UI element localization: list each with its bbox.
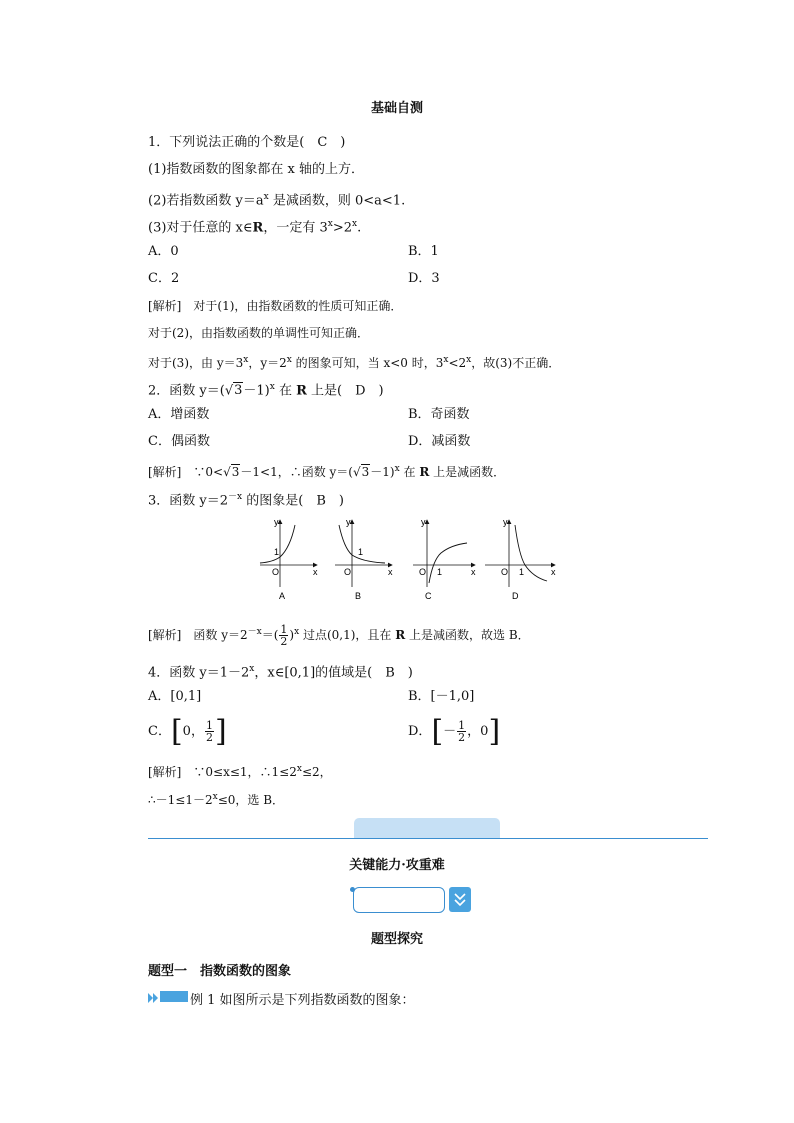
q4-option-c: C．[0， $\frac{1}{2}$ ] <box>148 713 227 749</box>
section-divider <box>148 838 708 839</box>
example-1-text: 例 1 如图所示是下列指数函数的图象： <box>190 993 415 1008</box>
graph-d-one: 1 <box>519 567 525 577</box>
graph-b-y-label: y <box>346 517 351 527</box>
heading-frame-dot <box>350 887 355 892</box>
graph-d-x-label: x <box>551 567 556 577</box>
q1-option-c: C．2 <box>148 271 180 286</box>
q3-graph-options <box>255 515 565 605</box>
graph-b-origin: O <box>344 567 352 577</box>
graph-d-label: D <box>512 591 519 601</box>
q4-option-d: D．[－ $\frac{1}{2}$ ，0] <box>408 713 501 749</box>
double-chevron-down-icon <box>449 887 471 912</box>
example-badge <box>160 991 188 1002</box>
graph-c-origin: O <box>419 567 427 577</box>
section-banner-tab <box>354 818 500 838</box>
graph-b-label: B <box>355 591 362 601</box>
graph-d-origin: O <box>501 567 509 577</box>
graph-b-x-label: x <box>388 567 393 577</box>
q1-statement-1: (1)指数函数的图象都在 x 轴的上方． <box>148 162 365 177</box>
q1-option-a: A．0 <box>148 244 179 259</box>
graph-c-y-label: y <box>421 517 426 527</box>
graph-a-y-label: y <box>274 517 279 527</box>
q2-option-c: C．偶函数 <box>148 434 210 449</box>
q4-option-b: B．[－1,0] <box>408 689 475 704</box>
q1-solution-2: 对于(2)，由指数函数的单调性可知正确． <box>148 326 369 340</box>
q4-solution-1: [解析] ∵0≤x≤1，$\therefore 1\le 2^x\le 2$， <box>148 764 332 779</box>
q3-stem: 3．函数 $y=2^{-x}$ 的图象是( B ) <box>148 492 344 509</box>
q1-option-b: B．1 <box>408 244 439 259</box>
graph-a-origin: O <box>272 567 280 577</box>
graph-a <box>260 517 318 601</box>
q4-solution-2: $\therefore-1\le 1-2^x\le 0$，选 B． <box>148 792 285 807</box>
question-type-1-heading: 题型一 指数函数的图象 <box>148 964 292 979</box>
q4-option-a: A．[0,1] <box>148 689 202 704</box>
graph-c-x-label: x <box>471 567 476 577</box>
q1-solution-1: [解析] 对于(1)，由指数函数的性质可知正确． <box>148 299 403 313</box>
graph-c-label: C <box>425 591 432 601</box>
q2-option-d: D．减函数 <box>408 434 471 449</box>
graph-b <box>335 517 393 601</box>
q1-statement-2: (2)若指数函数 $y=a^x$ 是减函数，则 0<a<1. <box>148 192 406 209</box>
q1-statement-3: (3)对于任意的 x∈R，一定有 $3^x>2^x$. <box>148 219 362 236</box>
section-title-basic-test: 基础自测 <box>370 101 423 116</box>
graph-d-y-label: y <box>503 517 508 527</box>
q4-stem: 4．函数 $y=1-2^x$，x∈[0,1]的值域是( B ) <box>148 664 413 681</box>
fast-forward-icon <box>148 992 160 1002</box>
q1-option-d: D．3 <box>408 271 440 286</box>
q1-solution-3: 对于(3)，由 $y=3^x$，$y=2^x$ 的图象可知，当 x<0 时，$3^x<2^x$，故(3)不正确． <box>148 355 561 370</box>
graph-b-one: 1 <box>358 547 364 557</box>
graph-c <box>413 517 476 601</box>
q2-option-b: B．奇函数 <box>408 407 470 422</box>
q3-solution: [解析] 函数 $y=2^{-x}=$( $\frac{1}{2}$ )$^x$ 过点(0,1)，且在 R 上是减函数，故选 B． <box>148 623 530 648</box>
graph-a-label: A <box>279 591 286 601</box>
q1-stem: 1．下列说法正确的个数是( C ) <box>148 135 346 150</box>
section-title-key-abilities: 关键能力·攻重难 <box>349 858 445 873</box>
graph-a-x-label: x <box>313 567 318 577</box>
q2-stem: 2．函数 $y=(√3-1)^x$ 在 R 上是( D ) <box>148 382 384 399</box>
q2-solution: [解析] ∵0<√3－1<1，∴函数 $y=(√3-1)^x$ 在 R 上是减函数． <box>148 464 506 479</box>
heading-frame <box>353 887 445 913</box>
graph-d <box>485 517 556 601</box>
q2-option-a: A．增函数 <box>148 407 210 422</box>
section-title-question-types: 题型探究 <box>370 932 423 947</box>
graph-c-one: 1 <box>437 567 443 577</box>
graph-a-one: 1 <box>274 547 280 557</box>
